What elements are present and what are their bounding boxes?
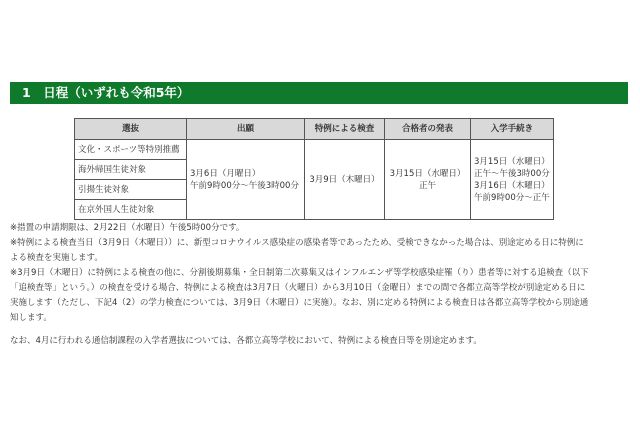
header-selection: 選抜: [75, 119, 187, 140]
header-enrollment: 入学手続き: [471, 119, 554, 140]
note-line: よる検査を実施します。: [10, 253, 103, 263]
enrollment-date-2: 3月16日（木曜日）: [474, 180, 550, 191]
table-header-row: [75, 119, 554, 140]
enrollment-time-1: 正午～午後3時00分: [474, 168, 550, 179]
announcement-time: 正午: [418, 180, 436, 191]
enrollment-cell: [471, 140, 554, 220]
table-row: [75, 140, 554, 160]
application-cell: [187, 140, 305, 220]
enrollment-time-2: 午前9時00分～正午: [474, 192, 550, 203]
selection-cell: 引揚生徒対象: [75, 180, 187, 200]
enrollment-date-1: 3月15日（水曜日）: [474, 156, 550, 167]
selection-cell: 文化・スポーツ等特別推薦: [75, 140, 187, 160]
note-line: 「追検査等」という。）の検査を受ける場合、特例による検査は3月7日（火曜日）から3月10日（金曜日）までの間で各都立高等学校が別途定める日に: [10, 283, 586, 293]
header-application: 出願: [187, 119, 305, 140]
header-announcement: 合格者の発表: [385, 119, 471, 140]
note-line: ※3月9日（木曜日）に特例による検査の他に、分割後期募集・全日制第二次募集又はインフルエンザ等学校感染症罹（り）患者等に対する追検査（以下: [10, 268, 589, 278]
notes-section: [10, 221, 632, 349]
selection-cell: 海外帰国生徒対象: [75, 160, 187, 180]
note-line: ※特例による検査当日（3月9日（木曜日））に、新型コロナウイルス感染症の感染者等であったため、受検できなかった場合は、別途定める日に特例に: [10, 238, 584, 248]
header-special-exam: 特例による検査: [305, 119, 385, 140]
schedule-table: [74, 118, 554, 220]
application-time: 午前9時00分～午後3時00分: [190, 180, 299, 191]
special-exam-cell: 3月9日（木曜日）: [305, 140, 385, 220]
section-title: 1 日程（いずれも令和5年）: [10, 82, 628, 104]
note-line: 実施します（ただし、下記4（2）の学力検査については、3月9日（木曜日）に実施）。なお、別に定める特例による検査日は各都立高等学校から別途通: [10, 298, 589, 308]
note-line: ※措置の申請期限は、2月22日（水曜日）午後5時00分です。: [10, 223, 245, 233]
announcement-cell: [385, 140, 471, 220]
announcement-date: 3月15日（水曜日）: [389, 168, 466, 179]
selection-cell: 在京外国人生徒対象: [75, 200, 187, 220]
application-date: 3月6日（月曜日）: [190, 168, 261, 179]
footer-note: なお、4月に行われる通信制課程の入学者選抜については、各都立高等学校において、特例による検査日等を別途定めます。: [10, 336, 482, 346]
note-line: 知します。: [10, 313, 52, 323]
